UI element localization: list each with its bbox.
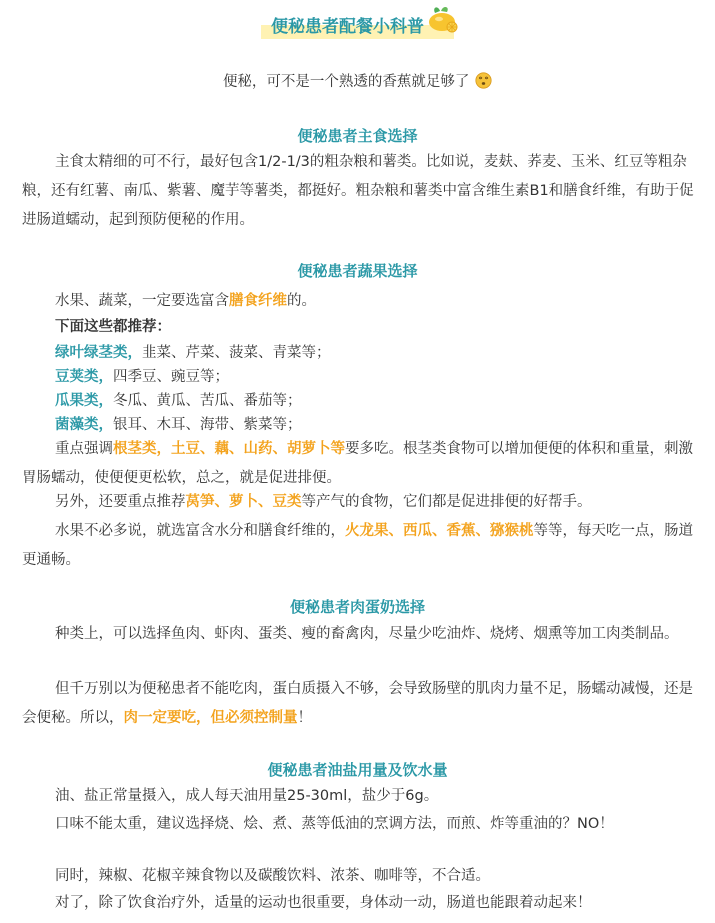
meat-text-a: 但千万别以为便秘患者不能吃肉，蛋白质摄入不够，会导致肠壁的肌肉力量不足，肠蠕动减慢，还是会便秘。所以， <box>22 681 693 726</box>
meat-highlight: 肉一定要吃，但必须控制量 <box>123 710 298 726</box>
veg-item-examples: 韭菜、芹菜、菠菜、青菜等； <box>142 345 331 361</box>
staple-heading: 便秘患者主食选择 <box>297 127 418 145</box>
veg-item-category: 菌藻类， <box>55 417 113 433</box>
veg-item <box>55 341 331 362</box>
veg-item-examples: 银耳、木耳、海带、紫菜等； <box>113 417 302 433</box>
veg-intro-text: 水果、蔬菜，一定要选富含 <box>55 293 229 309</box>
article-title-text: 便秘患者配餐小科普 <box>271 17 424 37</box>
veg-intro-end: 的。 <box>287 293 316 309</box>
meat-paragraph-1: 种类上，可以选择鱼肉、虾肉、蛋类、瘦的畜禽肉，尽量少吃油炸、烧烤、烟熏等加工肉类制品。 <box>55 626 679 642</box>
meat-heading: 便秘患者肉蛋奶选择 <box>289 598 425 616</box>
dizzy-face-emoji-icon <box>475 72 492 89</box>
root-veg-text-b: 要多吃。根茎类食物可以增加便便的体积和重量，刺激胃肠蠕动，使便便更松软，总之，就是促进排便。 <box>22 441 693 486</box>
veg-item-examples: 冬瓜、黄瓜、苦瓜、番茄等； <box>113 393 302 409</box>
oil-paragraph-2: 口味不能太重，建议选择烧、烩、煮、蒸等低油的烹调方法，而煎、炸等重油的？NO！ <box>55 816 614 832</box>
gas-food-text-b: 等产气的食物，它们都是促进排便的好帮手。 <box>301 494 592 510</box>
title-banner <box>0 10 715 39</box>
article-title <box>261 10 454 39</box>
root-veg-paragraph <box>22 435 697 493</box>
root-veg-text-a: 重点强调 <box>55 441 113 457</box>
fruit-text-b: 等等，每天吃一点，肠道更通畅。 <box>22 523 693 568</box>
veg-item <box>55 365 229 386</box>
intro-line <box>0 70 715 91</box>
gas-food-highlight: 莴笋、萝卜、豆类 <box>185 494 302 510</box>
lemon-icon <box>426 4 458 34</box>
meat-text-b: ！ <box>297 710 312 726</box>
oil-paragraph-1: 油、盐正常量摄入，成人每天油用量25-30ml，盐少于6g。 <box>55 788 439 804</box>
recommend-label: 下面这些都推荐： <box>55 319 171 335</box>
root-veg-highlight: 根茎类，土豆、藕、山药、胡萝卜等 <box>113 441 345 457</box>
veg-item <box>55 389 302 410</box>
oil-paragraph-4: 对了，除了饮食治疗外，适量的运动也很重要，身体动一动，肠道也能跟着动起来！ <box>55 895 592 911</box>
gas-food-text-a: 另外，还要重点推荐 <box>55 494 186 510</box>
meat-paragraph-2 <box>22 675 697 733</box>
veg-item-category: 绿叶绿茎类， <box>55 345 142 361</box>
veg-item-category: 瓜果类， <box>55 393 113 409</box>
veg-intro-line <box>55 289 316 310</box>
intro-text: 便秘，可不是一个熟透的香蕉就足够了 <box>222 74 470 90</box>
oil-paragraph-3: 同时，辣椒、花椒辛辣食物以及碳酸饮料、浓茶、咖啡等，不合适。 <box>55 868 490 884</box>
veg-intro-highlight: 膳食纤维 <box>229 293 287 309</box>
veg-item <box>55 413 302 434</box>
fruit-paragraph <box>22 517 697 575</box>
staple-paragraph: 主食太精细的可不行，最好包含1/2-1/3的粗杂粮和薯类。比如说，麦麸、荞麦、玉米、红豆等粗杂粮，还有红薯、南瓜、紫薯、魔芋等薯类，都挺好。粗杂粮和薯类中富含维生素B1和膳食纤维，有助于促进肠道蠕动，起到预防便秘的作用。 <box>22 154 694 228</box>
veg-item-category: 豆荚类， <box>55 369 113 385</box>
veg-heading: 便秘患者蔬果选择 <box>297 262 418 280</box>
gas-food-paragraph <box>22 488 697 517</box>
oil-heading: 便秘患者油盐用量及饮水量 <box>267 761 448 779</box>
fruit-text-a: 水果不必多说，就选富含水分和膳食纤维的， <box>55 523 345 539</box>
veg-item-examples: 四季豆、豌豆等； <box>113 369 229 385</box>
fruit-highlight: 火龙果、西瓜、香蕉、猕猴桃 <box>345 523 534 539</box>
